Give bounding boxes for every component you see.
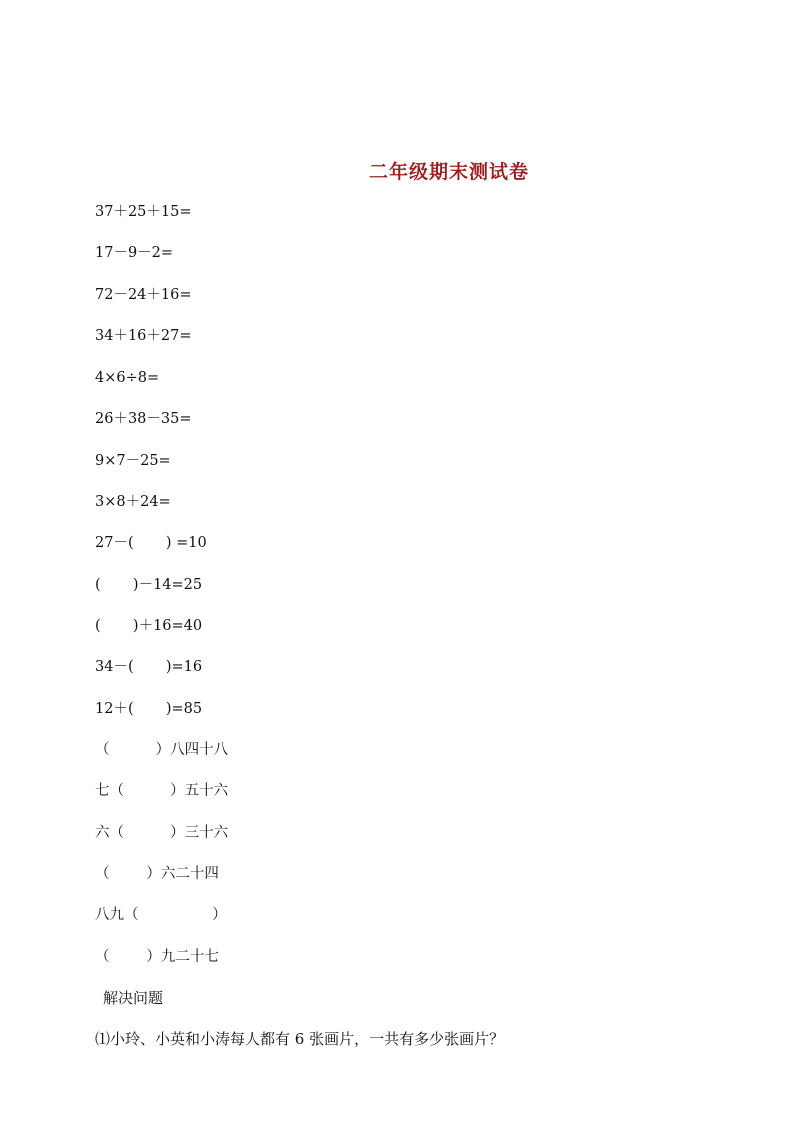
- fill-blank-line: 27－( ) =10: [95, 535, 207, 551]
- fill-blank-line: ( )＋16=40: [95, 618, 203, 634]
- rhyme-line: 七（ ）五十六: [95, 783, 229, 799]
- calc-line: 26＋38－35=: [95, 411, 192, 427]
- rhyme-line: 八九（ ）: [95, 907, 227, 923]
- rhyme-line: （ ）六二十四: [95, 866, 219, 882]
- calc-line: 37＋25＋15=: [95, 204, 192, 220]
- calc-line: 17－9－2=: [95, 245, 174, 261]
- calc-line: 9×7－25=: [95, 453, 171, 469]
- fill-blank-line: ( )－14=25: [95, 577, 203, 593]
- calc-line: 34＋16＋27=: [95, 328, 192, 344]
- rhyme-line: （ ）八四十八: [95, 742, 229, 758]
- fill-blank-line: 12＋( )=85: [95, 701, 203, 717]
- rhyme-line: 六（ ）三十六: [95, 825, 229, 841]
- calc-line: 72－24＋16=: [95, 287, 192, 303]
- calc-line: 4×6÷8=: [95, 370, 160, 386]
- rhyme-line: （ ）九二十七: [95, 949, 219, 965]
- word-problem: ⑴小玲、小英和小涛每人都有 6 张画片，一共有多少张画片？: [95, 1030, 505, 1048]
- section-heading: 解决问题: [103, 989, 164, 1007]
- calc-line: 3×8＋24=: [95, 494, 171, 510]
- fill-blank-line: 34－( )=16: [95, 659, 203, 675]
- page-title: 二年级期末测试卷: [368, 161, 529, 183]
